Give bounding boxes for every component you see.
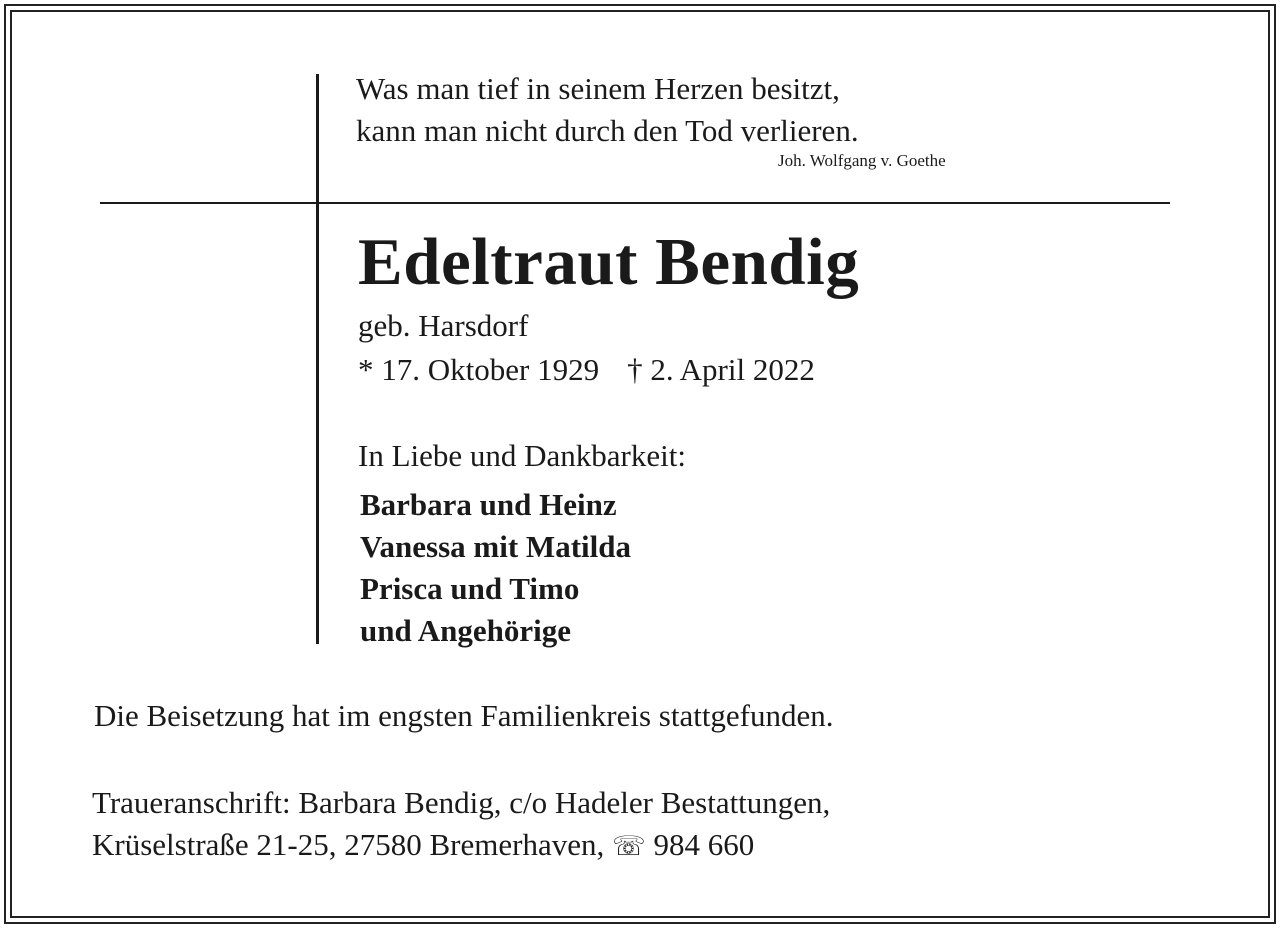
cross-horizontal-bar	[100, 202, 1170, 204]
death-date: † 2. April 2022	[627, 352, 815, 387]
cross-vertical-bar	[316, 74, 319, 644]
mourners-list	[360, 484, 631, 652]
mourners-intro: In Liebe und Dankbarkeit:	[358, 438, 686, 473]
address-line-2	[92, 824, 830, 868]
mourner-name: Prisca und Timo	[360, 571, 580, 606]
address-line-1: Traueranschrift: Barbara Bendig, c/o Hadeler Bestattungen,	[92, 785, 831, 820]
quote-line-2: kann man nicht durch den Tod verlieren.	[356, 113, 859, 148]
phone-number: 984 660	[653, 827, 755, 862]
mourner-name: und Angehörige	[360, 613, 572, 648]
deceased-name: Edeltraut Bendig	[358, 225, 860, 299]
phone-icon: ☏	[611, 831, 646, 862]
quote	[356, 68, 859, 152]
maiden-name: geb. Harsdorf	[358, 308, 529, 343]
birth-date: * 17. Oktober 1929	[358, 352, 600, 387]
mourner-name: Vanessa mit Matilda	[360, 529, 631, 564]
mourner-name: Barbara und Heinz	[360, 487, 617, 522]
quote-author: Joh. Wolfgang v. Goethe	[778, 151, 946, 170]
mourning-address	[92, 782, 830, 868]
life-dates	[358, 352, 815, 388]
funeral-note: Die Beisetzung hat im engsten Familienkreis stattgefunden.	[94, 698, 834, 733]
address-street: Krüselstraße 21-25, 27580 Bremerhaven,	[92, 827, 605, 862]
quote-line-1: Was man tief in seinem Herzen besitzt,	[356, 71, 840, 106]
